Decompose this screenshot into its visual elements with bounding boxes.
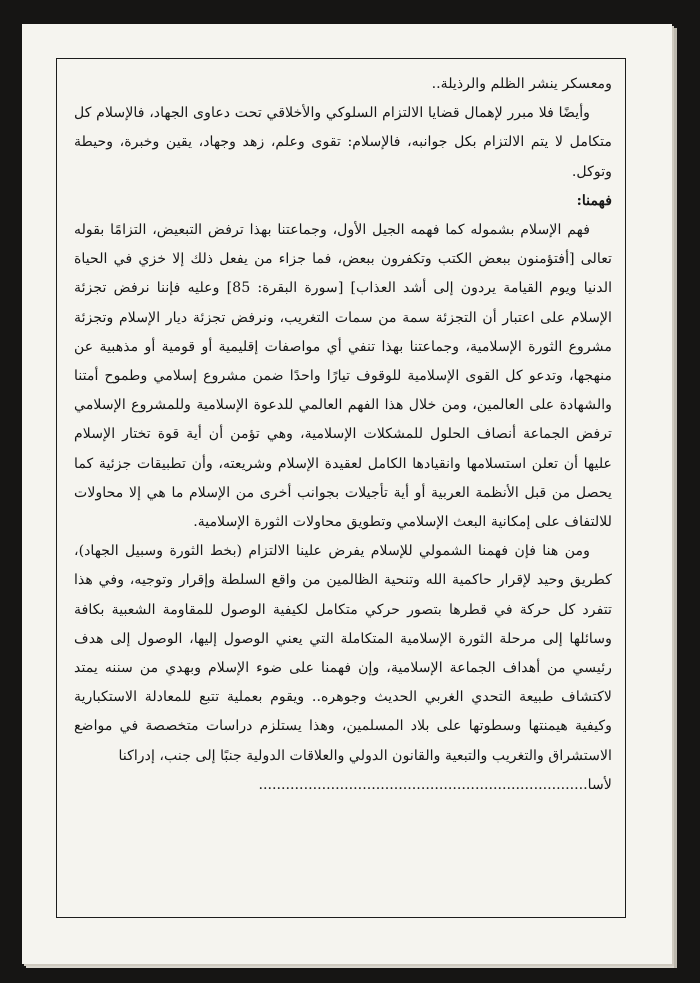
page-body (74, 70, 612, 800)
continuation-line: لأسا......................................................................... (258, 776, 612, 793)
paragraph-4: ومن هنا فإن فهمنا الشمولي للإسلام يفرض علينا الالتزام (بخط الثورة وسبيل الجهاد)، كطريق وحيد لإقرار حاكمية الله وتنحية الظالمين من واقع السلطة وإقرار وتوجيه، وفي هذا تتفرد كل حركة في قطرها بتصور حركي متكامل لكيفية الوصول للمقاومة الشعبية بكافة وسائلها إلى مرحلة الثورة الإسلامية المتكاملة التي يعني الوصول إليها، الوصول إلى هدف رئيسي من أهداف الجماعة الإسلامية، وإن فهمنا على ضوء الإسلام وبهدي من سننه يمتد لاكتشاف طبيعة التحدي الغربي الحديث وجوهره.. ويقوم بعملية تتبع للمعادلة الاستكبارية وكيفية هيمنتها وسطوتها على بلاد المسلمين، وهذا يستلزم دراسات متخصصة في مواضع الاستشراق والتغريب والتبعية والقانون الدولي والعلاقات الدولية جنبًا إلى جنب، إدراكنا (74, 543, 612, 764)
paragraph-2: وأيضًا فلا مبرر لإهمال قضايا الالتزام السلوكي والأخلاقي تحت دعاوى الجهاد، فالإسلام كل متكامل لا يتم الالتزام بكل جوانبه، فالإسلام: تقوى وعلم، زهد وجهاد، يقين وخبرة، وحيطة وتوكل. (74, 105, 612, 180)
paragraph-1: ومعسكر ينشر الظلم والرذيلة.. (431, 76, 612, 92)
paragraph-3: فهم الإسلام بشموله كما فهمه الجيل الأول، وجماعتنا بهذا ترفض التبعيض، التزامًا بقوله تعالى [أفتؤمنون ببعض الكتب وتكفرون ببعض، فما جزاء من يفعل ذلك إلا خزي في الحياة الدنيا ويوم القيامة يردون إلى أشد العذاب] [سورة البقرة: 85] وعليه فإننا نرفض تجزئة الإسلام على اعتبار أن التجزئة سمة من سمات التغريب، ونرفض تجزئة ديار الإسلام وتجزئة مشروع الثورة الإسلامية، وجماعتنا بهذا تنفي أي مواصفات إقليمية أو قومية أو مذهبية عن منهجها، وتدعو كل القوى الإسلامية للوقوف تيارًا واحدًا ضمن مشروع إسلامي وطموح أمتنا والشهادة على العالمين، ومن خلال هذا الفهم العالمي للدعوة الإسلامية وللمشروع الإسلامي ترفض الجماعة أنصاف الحلول للمشكلات الإسلامية، وهي تؤمن أن أية قوة تختار الإسلام عليها أن تعلن استسلامها وانقيادها الكامل لعقيدة الإسلام وشريعته، وأن تطبيقات جزئية كما يحصل من قبل الأنظمة العربية أو أية تأجيلات بجوانب أخرى من الإسلام ما هي إلا محاولات للالتفاف على إمكانية البعث الإسلامي وتطويق محاولات الثورة الإسلامية. (74, 222, 613, 531)
section-heading: فهمنا: (576, 192, 612, 209)
